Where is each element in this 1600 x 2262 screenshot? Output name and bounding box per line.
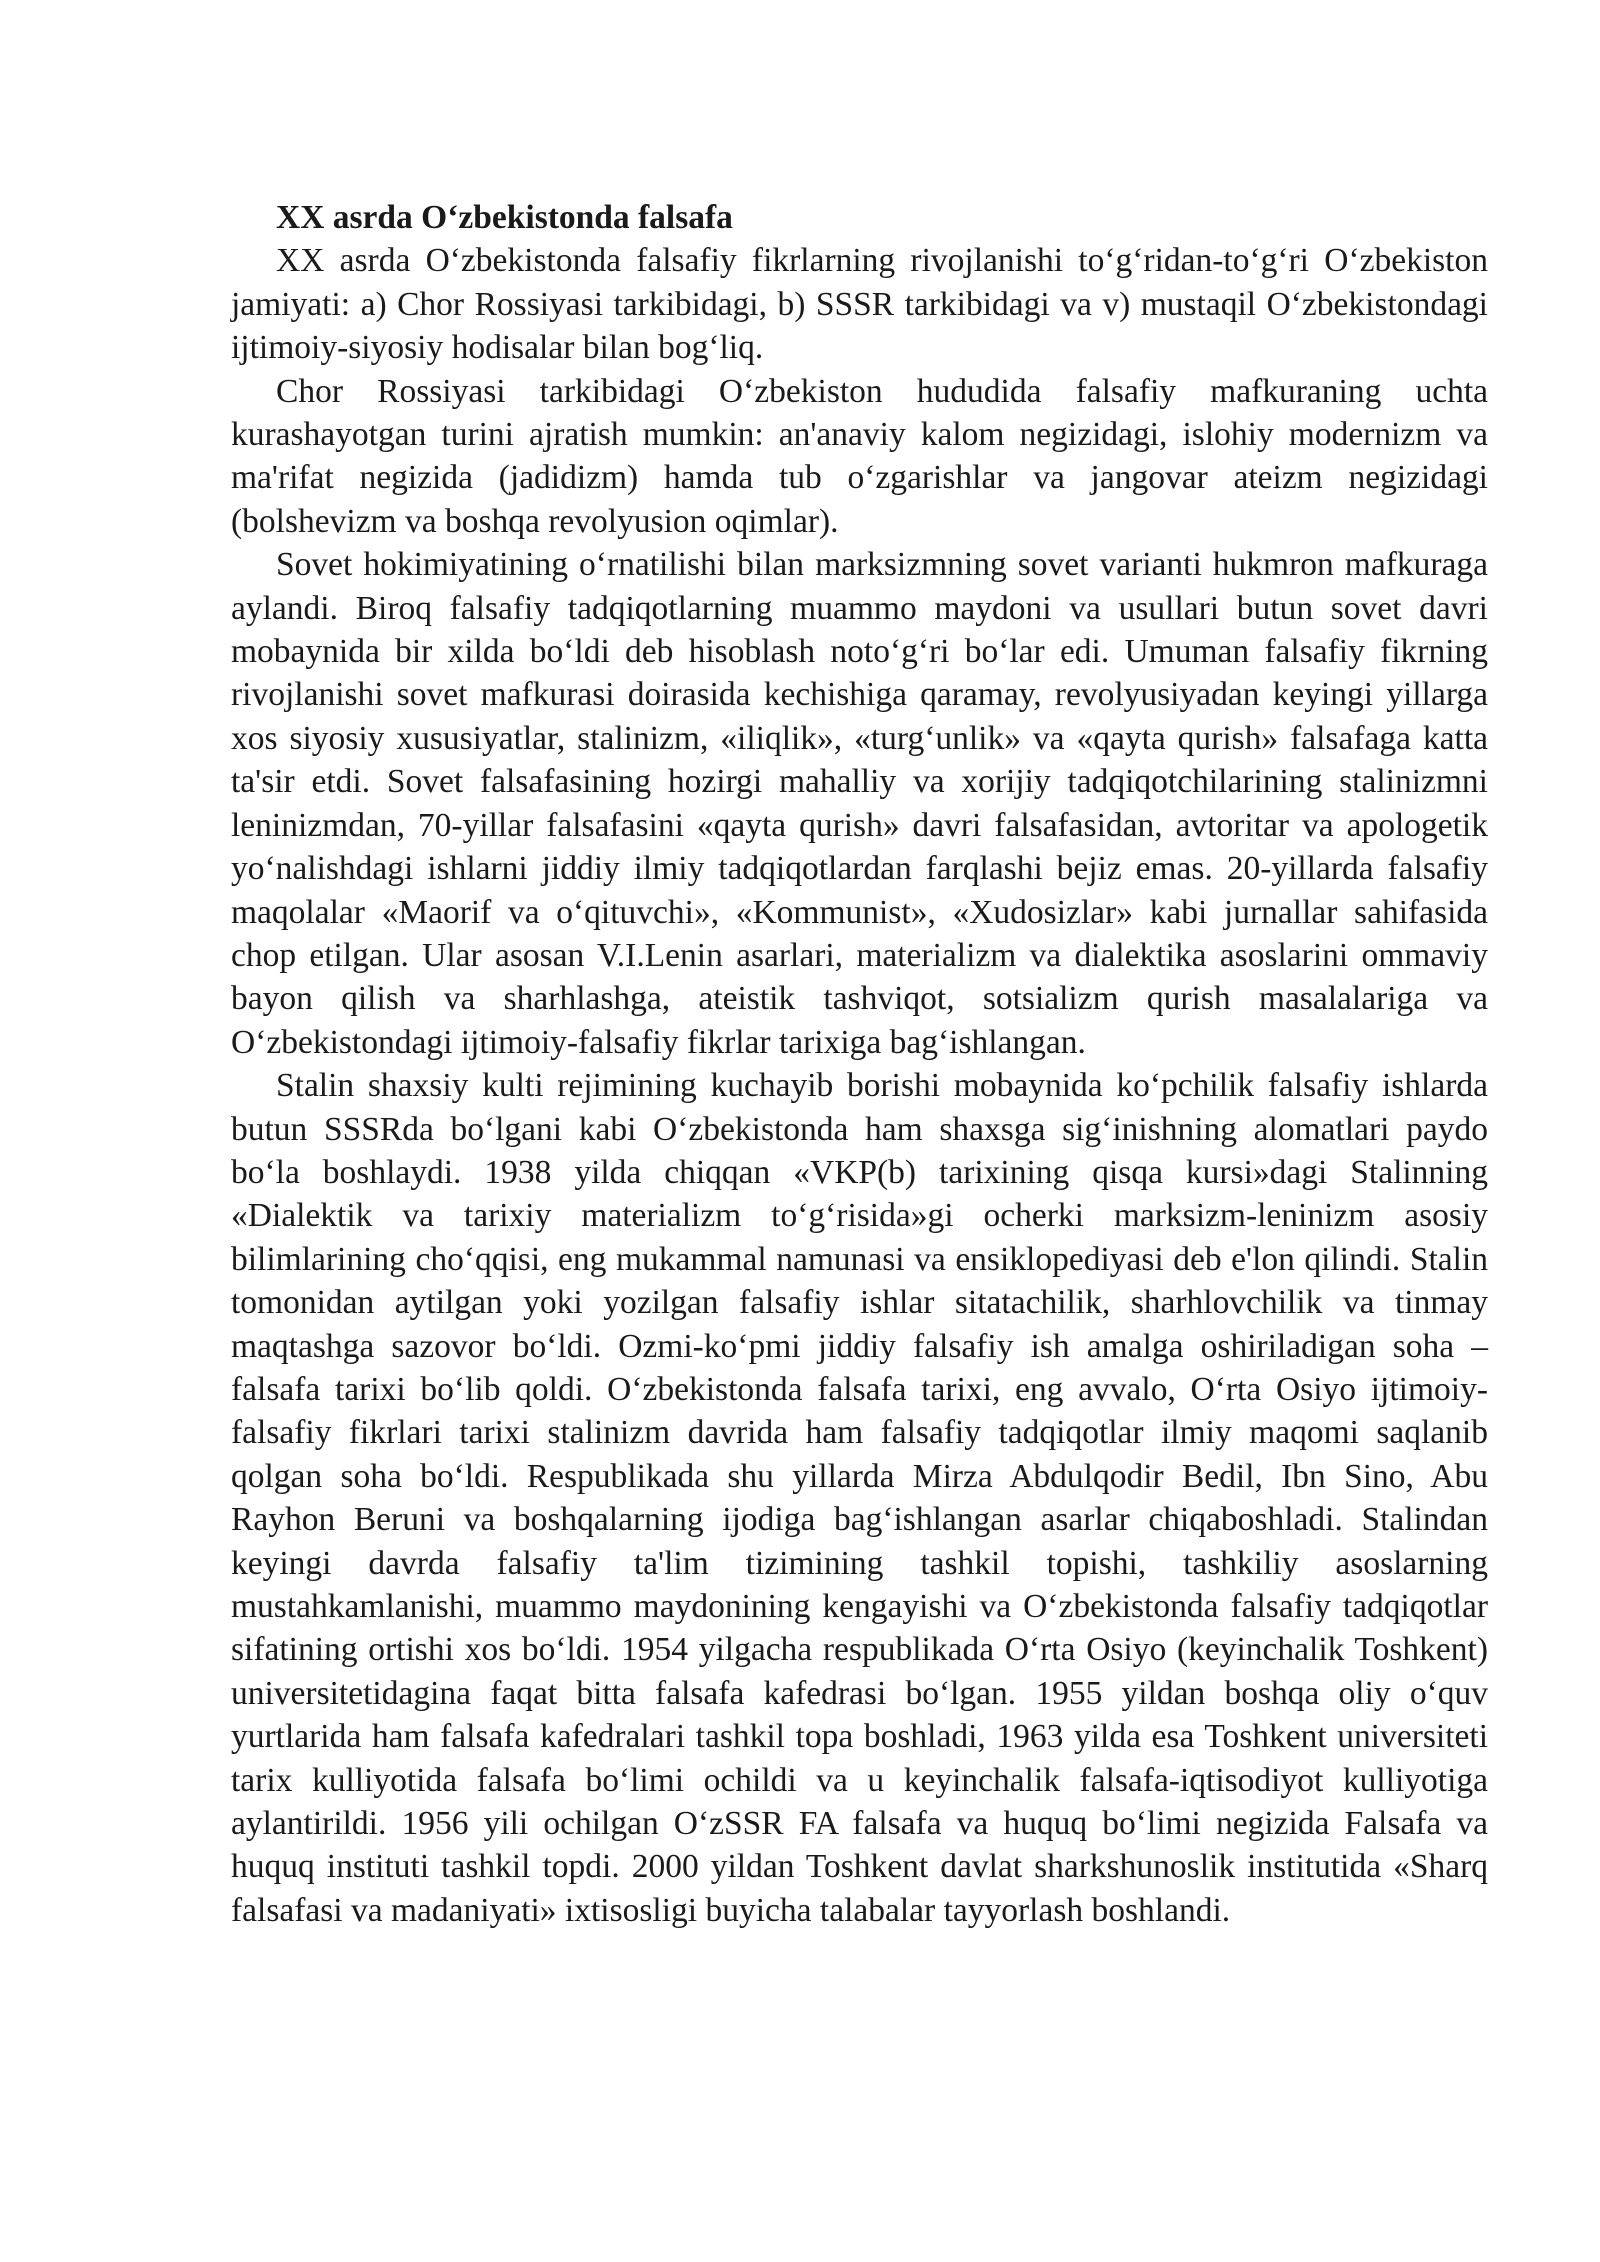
document-page (231, 196, 1488, 1932)
paragraph-1: XX asrda O‘zbekistonda falsafiy fikrlarning rivojlanishi to‘g‘ridan-to‘g‘ri O‘zbekiston jamiyati: a) Chor Rossiyasi tarkibidagi, b) SSSR tarkibidagi va v) mustaqil O‘zbekistondagi ijtimoiy-siyosiy hodisalar bilan bog‘liq. (231, 242, 1488, 367)
paragraph-4: Stalin shaxsiy kulti rejimining kuchayib borishi mobaynida ko‘pchilik falsafiy ishlarda butun SSSRda bo‘lgani kabi O‘zbekistonda ham shaxsga sig‘inishning alomatlari paydo bo‘la boshlaydi. 1938 yilda chiqqan «VKP(b) tarixining qisqa kursi»dagi Stalinning «Dialektik va tarixiy materializm to‘g‘risida»gi ocherki marksizm-leninizm asosiy bilimlarining cho‘qqisi, eng mukammal namunasi va ensiklopediyasi deb e'lon qilindi. Stalin tomonidan aytilgan yoki yozilgan falsafiy ishlar sitatachilik, sharhlovchilik va tinmay maqtashga sazovor bo‘ldi. Ozmi-ko‘pmi jiddiy falsafiy ish amalga oshiriladigan soha – falsafa tarixi bo‘lib qoldi. O‘zbekistonda falsafa tarixi, eng avvalo, O‘rta Osiyo ijtimoiy-falsafiy fikrlari tarixi stalinizm davrida ham falsafiy tadqiqotlar ilmiy maqomi saqlanib qolgan soha bo‘ldi. Respublikada shu yillarda Mirza Abdulqodir Bedil, Ibn Sino, Abu Rayhon Beruni va boshqalarning ijodiga bag‘ishlangan asarlar chiqaboshladi. Stalindan keyingi davrda falsafiy ta'lim tizimining tashkil topishi, tashkiliy asoslarning mustahkamlanishi, muammo maydonining kengayishi va O‘zbekistonda falsafiy tadqiqotlar sifatining ortishi xos bo‘ldi. 1954 yilgacha respublikada O‘rta Osiyo (keyinchalik Toshkent) universitetidagina faqat bitta falsafa kafedrasi bo‘lgan. 1955 yildan boshqa oliy o‘quv yurtlarida ham falsafa kafedralari tashkil topa boshladi, 1963 yilda esa Toshkent universiteti tarix kulliyotida falsafa bo‘limi ochildi va u keyinchalik falsafa-iqtisodiyot kulliyotiga aylantirildi. 1956 yili ochilgan O‘zSSR FA falsafa va huquq bo‘limi negizida Falsafa va huquq instituti tashkil topdi. 2000 yildan Toshkent davlat sharkshunoslik institutida «Sharq falsafasi va madaniyati» ixtisosligi buyicha talabalar tayyorlash boshlandi. (231, 1067, 1488, 1929)
paragraph-2: Chor Rossiyasi tarkibidagi O‘zbekiston hududida falsafiy mafkuraning uchta kurashayotgan turini ajratish mumkin: an'anaviy kalom negizidagi, islohiy modernizm va ma'rifat negizida (jadidizm) hamda tub o‘zgarishlar va jangovar ateizm negizidagi (bolshevizm va boshqa revolyusion oqimlar). (231, 372, 1488, 540)
paragraph-3: Sovet hokimiyatining o‘rnatilishi bilan marksizmning sovet varianti hukmron mafkuraga aylandi. Biroq falsafiy tadqiqotlarning muammo maydoni va usullari butun sovet davri mobaynida bir xilda bo‘ldi deb hisoblash noto‘g‘ri bo‘lar edi. Umuman falsafiy fikrning rivojlanishi sovet mafkurasi doirasida kechishiga qaramay, revolyusiyadan keyingi yillarga xos siyosiy xususiyatlar, stalinizm, «iliqlik», «turg‘unlik» va «qayta qurish» falsafaga katta ta'sir etdi. Sovet falsafasining hozirgi mahalliy va xorijiy tadqiqotchilarining stalinizmni leninizmdan, 70-yillar falsafasini «qayta qurish» davri falsafasidan, avtoritar va apologetik yo‘nalishdagi ishlarni jiddiy ilmiy tadqiqotlardan farqlashi bejiz emas. 20-yillarda falsafiy maqolalar «Maorif va o‘qituvchi», «Kommunist», «Xudosizlar» kabi jurnallar sahifasida chop etilgan. Ular asosan V.I.Lenin asarlari, materializm va dialektika asoslarini ommaviy bayon qilish va sharhlashga, ateistik tashviqot, sotsializm qurish masalalariga va O‘zbekistondagi ijtimoiy-falsafiy fikrlar tarixiga bag‘ishlangan. (231, 546, 1488, 1061)
page-title: XX asrda O‘zbekistonda falsafa (276, 199, 733, 236)
